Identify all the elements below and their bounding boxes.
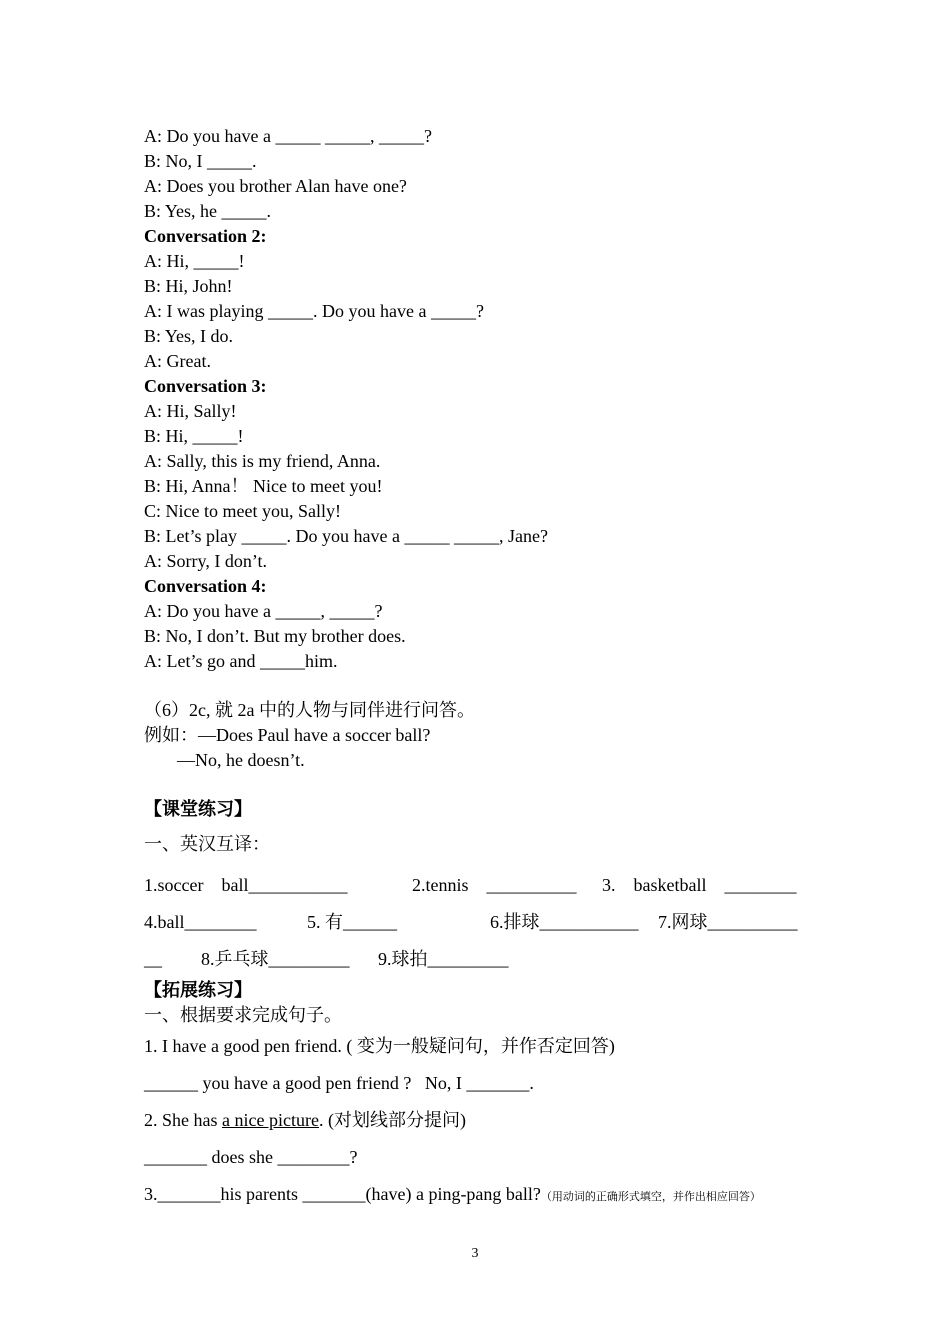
dialogue-line: A: Does you brother Alan have one?	[144, 176, 407, 196]
vocab-row	[144, 867, 824, 904]
vocab-item: 7.网球__________	[658, 912, 798, 932]
vocab-item: 5. 有______	[307, 912, 397, 932]
dialogue-line: B: Let’s play _____. Do you have a _____ _____, Jane?	[144, 526, 548, 546]
conversation-title: Conversation 2:	[144, 226, 267, 246]
section-heading: 【拓展练习】	[144, 980, 252, 1000]
conversation-2	[144, 224, 824, 374]
underlined-phrase: a nice picture	[222, 1110, 319, 1130]
dialogue-line: A: Do you have a _____, _____?	[144, 601, 383, 621]
vocab-row	[144, 941, 824, 978]
extension-practice	[144, 978, 824, 1213]
vocab-item: 2.tennis __________	[412, 875, 577, 895]
vocab-item: 6.排球___________	[490, 912, 639, 932]
part-title: 一、根据要求完成句子。	[144, 1005, 342, 1025]
vocab-item: __	[144, 949, 162, 969]
task-6	[144, 698, 824, 773]
answer-blank-1: ______ you have a good pen friend ? No, I _______.	[144, 1073, 534, 1093]
conversation-1	[144, 124, 824, 224]
dialogue-line: A: Great.	[144, 351, 211, 371]
example-question: 例如：—Does Paul have a soccer ball?	[144, 725, 431, 745]
classroom-practice	[144, 797, 824, 978]
conversation-title: Conversation 4:	[144, 576, 267, 596]
question-2	[144, 1102, 824, 1139]
dialogue-line: A: Let’s go and _____him.	[144, 651, 338, 671]
example-answer: —No, he doesn’t.	[177, 750, 305, 770]
vocab-item: 3. basketball ________	[602, 875, 797, 895]
conversation-title: Conversation 3:	[144, 376, 267, 396]
question-3-text: 3._______his parents _______(have) a ping-pang ball?	[144, 1184, 541, 1204]
dialogue-line: A: Do you have a _____ _____, _____?	[144, 126, 432, 146]
dialogue-line: B: Hi, John!	[144, 276, 233, 296]
part-title: 一、英汉互译：	[144, 834, 270, 854]
dialogue-line: B: Hi, _____!	[144, 426, 244, 446]
vocab-item: 8.乒乓球_________	[201, 949, 350, 969]
dialogue-line: A: Sorry, I don’t.	[144, 551, 267, 571]
dialogue-line: B: No, I don’t. But my brother does.	[144, 626, 406, 646]
section-heading: 【课堂练习】	[144, 799, 252, 819]
answer-blank-2: _______ does she ________?	[144, 1147, 358, 1167]
question-3	[144, 1176, 824, 1213]
dialogue-line: B: No, I _____.	[144, 151, 257, 171]
page-number: 3	[471, 1246, 479, 1261]
question-1: 1. I have a good pen friend. ( 变为一般疑问句，并作否定回答)	[144, 1036, 615, 1056]
vocab-item: 4.ball________	[144, 912, 257, 932]
question-3-note: （用动词的正确形式填空，并作出相应回答）	[540, 1191, 761, 1203]
vocab-item: 1.soccer ball___________	[144, 875, 348, 895]
document-body	[144, 124, 824, 1213]
dialogue-line: B: Hi, Anna！ Nice to meet you!	[144, 476, 383, 496]
dialogue-line: B: Yes, he _____.	[144, 201, 272, 221]
vocab-row	[144, 904, 824, 941]
dialogue-line: B: Yes, I do.	[144, 326, 234, 346]
task-instruction: （6）2c, 就 2a 中的人物与同伴进行问答。	[144, 700, 475, 720]
question-2-suffix: . (对划线部分提问)	[318, 1110, 466, 1130]
conversation-3	[144, 374, 824, 574]
dialogue-line: A: Sally, this is my friend, Anna.	[144, 451, 381, 471]
dialogue-line: A: I was playing _____. Do you have a _____?	[144, 301, 484, 321]
dialogue-line: A: Hi, Sally!	[144, 401, 237, 421]
dialogue-line: A: Hi, _____!	[144, 251, 245, 271]
conversation-4	[144, 574, 824, 674]
vocab-item: 9.球拍_________	[378, 949, 509, 969]
dialogue-line: C: Nice to meet you, Sally!	[144, 501, 341, 521]
question-2-prefix: 2. She has	[144, 1110, 222, 1130]
